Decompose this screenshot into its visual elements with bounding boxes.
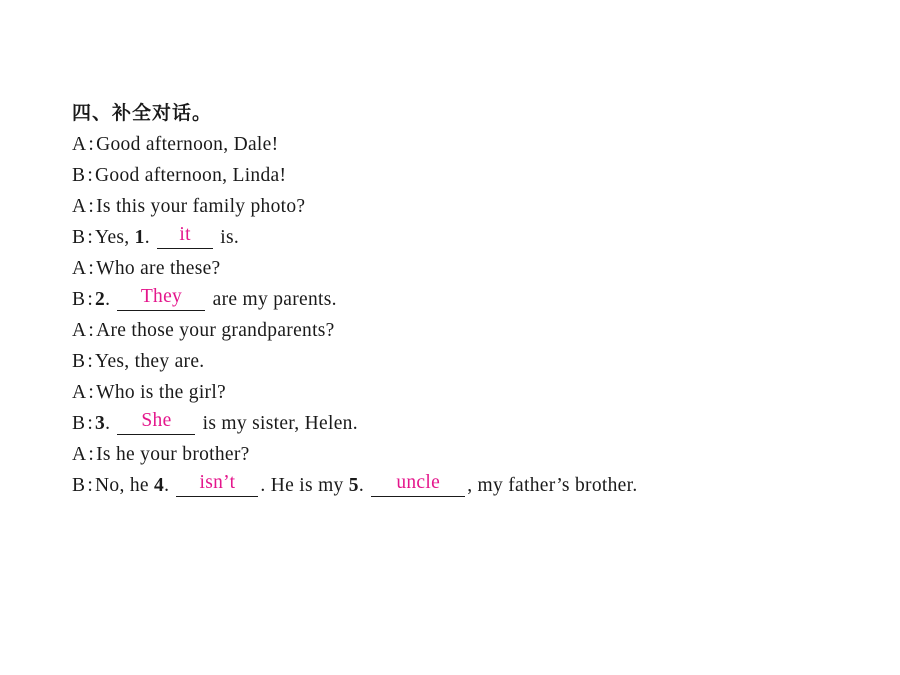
colon: : — [87, 413, 94, 434]
number-dot: . — [105, 289, 116, 310]
speaker-label: A — [72, 196, 87, 217]
speaker-label: A — [72, 258, 87, 279]
dialogue-line-6 — [72, 286, 337, 311]
line-text-before: No, he — [95, 475, 154, 496]
colon: : — [88, 134, 95, 155]
question-number: 3 — [95, 413, 106, 434]
line-text: Who are these? — [96, 258, 221, 279]
answer-text: They — [140, 286, 183, 307]
colon: : — [87, 475, 94, 496]
question-number: 4 — [154, 475, 165, 496]
colon: : — [88, 320, 95, 341]
speaker-label: B — [72, 413, 86, 434]
line-text: Good afternoon, Linda! — [95, 165, 287, 186]
colon: : — [87, 289, 94, 310]
dialogue-line-12 — [72, 472, 638, 497]
colon: : — [88, 196, 95, 217]
dialogue-line-2 — [72, 165, 286, 187]
line-text-after: is my sister, Helen. — [197, 413, 358, 434]
colon: : — [87, 165, 94, 186]
colon: : — [88, 444, 95, 465]
dialogue-line-9 — [72, 382, 226, 404]
answer-blank[interactable] — [176, 472, 258, 497]
answer-text: it — [179, 224, 191, 245]
speaker-label: A — [72, 382, 87, 403]
line-text-after: , my father’s brother. — [467, 475, 638, 496]
question-number: 1 — [134, 227, 145, 248]
speaker-label: B — [72, 227, 86, 248]
answer-text: uncle — [396, 472, 441, 493]
number-dot: . — [164, 475, 175, 496]
speaker-label: A — [72, 320, 87, 341]
question-number: 2 — [95, 289, 106, 310]
line-text: Good afternoon, Dale! — [96, 134, 279, 155]
colon: : — [87, 227, 94, 248]
speaker-label: B — [72, 289, 86, 310]
line-text: Who is the girl? — [96, 382, 227, 403]
line-text: Yes, they are. — [95, 351, 205, 372]
answer-blank[interactable] — [371, 472, 465, 497]
colon: : — [88, 382, 95, 403]
answer-blank[interactable] — [117, 286, 205, 311]
dialogue-line-11 — [72, 444, 250, 466]
line-text: Is he your brother? — [96, 444, 250, 465]
answer-text: isn’t — [199, 472, 236, 493]
number-dot: . — [358, 475, 370, 496]
speaker-label: B — [72, 351, 86, 372]
dialogue-line-1 — [72, 134, 278, 156]
speaker-label: A — [72, 444, 87, 465]
speaker-label: A — [72, 134, 87, 155]
speaker-label: B — [72, 475, 86, 496]
line-text-middle: . He is my — [260, 475, 349, 496]
colon: : — [88, 258, 95, 279]
dialogue-line-8 — [72, 351, 204, 373]
section-heading: 四、补全对话。 — [72, 102, 213, 124]
colon: : — [87, 351, 94, 372]
line-text-before: Yes, — [95, 227, 135, 248]
line-text: Is this your family photo? — [96, 196, 306, 217]
dialogue-line-5 — [72, 258, 221, 280]
line-text-after: is. — [215, 227, 240, 248]
dialogue-line-4 — [72, 224, 240, 249]
answer-text: She — [141, 410, 172, 431]
line-text: Are those your grandparents? — [96, 320, 335, 341]
dialogue-line-7 — [72, 320, 335, 342]
dialogue-line-3 — [72, 196, 305, 218]
answer-blank[interactable] — [117, 410, 195, 435]
speaker-label: B — [72, 165, 86, 186]
answer-blank[interactable] — [157, 224, 213, 249]
line-text-after: are my parents. — [207, 289, 337, 310]
number-dot: . — [105, 413, 116, 434]
number-dot: . — [144, 227, 156, 248]
dialogue-line-10 — [72, 410, 358, 435]
question-number: 5 — [348, 475, 359, 496]
